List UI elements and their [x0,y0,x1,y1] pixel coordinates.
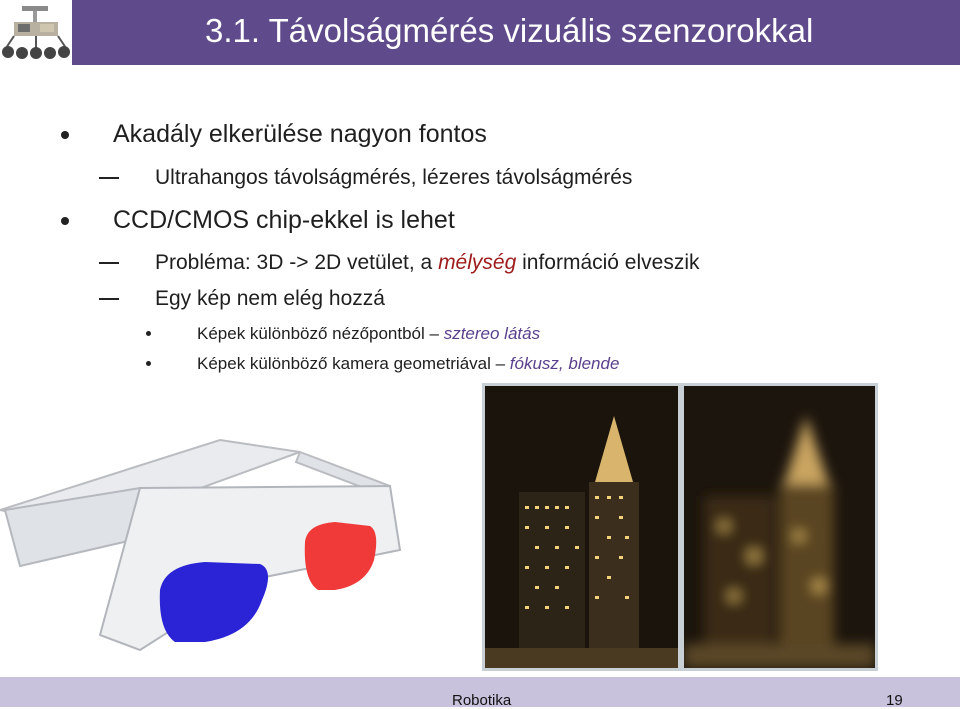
dash-marker [99,298,119,300]
text-segment: Képek különböző kamera geometriával – [197,354,510,373]
3d-glasses-image [0,430,470,660]
bullet-level3 [197,324,540,344]
bullet-marker [61,217,69,225]
dash-marker [99,262,119,264]
city-night-blurred-image [684,386,875,668]
text-segment: Probléma: 3D -> 2D vetület, a [155,251,439,274]
rover-logo [0,0,72,65]
emphasis-focus: fókusz, blende [509,354,620,373]
bullet-level2: Ultrahangos távolságmérés, lézeres távolságmérés [155,166,633,189]
bullet-level2 [155,251,700,275]
mars-rover-icon [0,0,72,65]
bullet-level3 [197,354,619,374]
bullet-level1: CCD/CMOS chip-ekkel is lehet [113,206,455,234]
bullet-level1: Akadály elkerülése nagyon fontos [113,120,487,148]
bullet-marker [146,331,151,336]
text-segment: Képek különböző nézőpontból – [197,324,444,343]
bullet-level2: Egy kép nem elég hozzá [155,287,385,310]
city-night-sharp-image [485,386,678,668]
slide-title: 3.1. Távolságmérés vizuális szenzorokkal [205,12,814,49]
page-number: 19 [886,692,903,709]
footer-label: Robotika [452,692,512,709]
emphasis-stereo: sztereo látás [443,324,541,343]
emphasis-depth: mélység [438,251,517,274]
bullet-marker [61,131,69,139]
bullet-marker [146,361,151,366]
text-segment: információ elveszik [516,251,700,274]
dash-marker [99,177,119,179]
